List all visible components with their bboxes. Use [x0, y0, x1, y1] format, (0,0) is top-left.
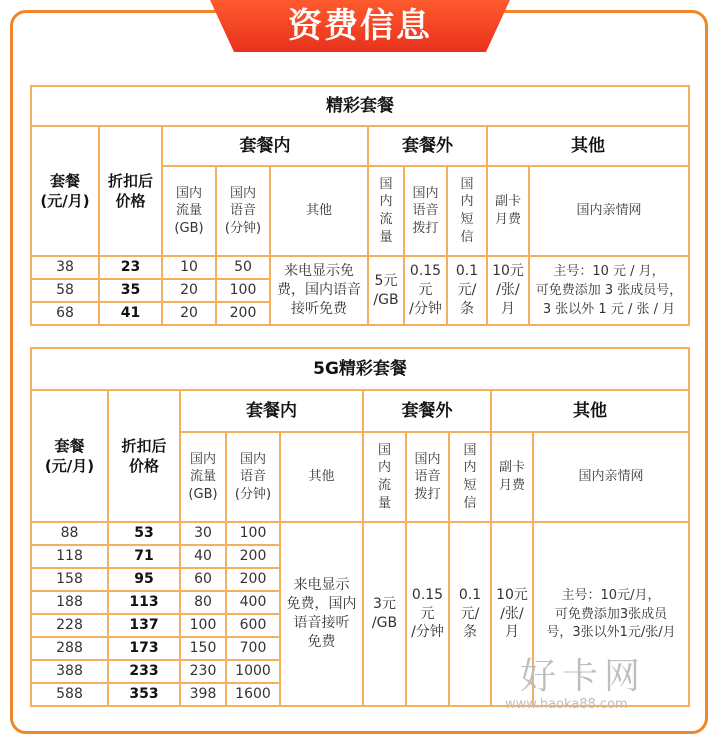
cell-vice-text: 10元 /张/ 月: [496, 586, 528, 641]
cell-data: 10: [162, 256, 216, 279]
cell-data: 20: [162, 279, 216, 302]
sub-other: 其他: [280, 432, 363, 522]
cell-price: 41: [99, 302, 162, 325]
cell-data: 30: [180, 522, 226, 545]
sub-out-sms: [447, 166, 487, 256]
group-in-plan: 套餐内: [162, 126, 368, 166]
header-price-text: 折扣后 价格: [107, 171, 153, 210]
cell-plan: 118: [31, 545, 108, 568]
group-in-plan: 套餐内: [180, 390, 363, 432]
sub-out-data: [368, 166, 404, 256]
sub-out-sms-text: 国 内 短 信: [463, 442, 477, 511]
plan-table-standard: [30, 85, 690, 326]
cell-out-call-text: 0.15 元 /分钟: [411, 586, 444, 641]
cell-data: 230: [180, 660, 226, 683]
cell-out-data: [363, 522, 406, 706]
group-other: 其他: [491, 390, 689, 432]
cell-family-text: 主号：10 元 / 月， 可免费添加 3 张成员号， 3 张以外 1 元 / 张 / 月: [535, 264, 683, 317]
cell-plan: 88: [31, 522, 108, 545]
cell-price: 233: [108, 660, 180, 683]
cell-out-call-text: 0.15 元 /分钟: [409, 263, 442, 317]
sub-family: 国内亲情网: [533, 432, 689, 522]
cell-price: 23: [99, 256, 162, 279]
cell-plan: 68: [31, 302, 99, 325]
cell-data: 20: [162, 302, 216, 325]
page-title: 资费信息: [288, 6, 432, 46]
header-plan: [31, 126, 99, 256]
header-price-text: 折扣后 价格: [121, 436, 167, 475]
cell-vice-text: 10元 /张/ 月: [492, 263, 524, 317]
watermark-brand: 好卡网: [520, 656, 647, 697]
sub-vice-text: 副卡 月费: [494, 194, 521, 227]
cell-plan: 228: [31, 614, 108, 637]
cell-voice: 700: [226, 637, 280, 660]
sub-voice-text: 国内 语音 (分钟): [224, 185, 262, 236]
sub-out-data: [363, 432, 406, 522]
sub-other: 其他: [270, 166, 368, 256]
sub-vice: [491, 432, 533, 522]
cell-voice: 200: [216, 302, 270, 325]
sub-out-call: [406, 432, 449, 522]
sub-out-sms: [449, 432, 491, 522]
cell-price: 95: [108, 568, 180, 591]
cell-vice: [487, 256, 529, 325]
header-plan-text: 套餐 (元/月): [44, 436, 95, 475]
cell-out-data-text: 5元 /GB: [373, 272, 399, 308]
cell-out-sms-text: 0.1 元/ 条: [455, 263, 479, 317]
cell-out-sms: [449, 522, 491, 706]
sub-voice: [226, 432, 280, 522]
cell-plan: 288: [31, 637, 108, 660]
cell-other: [270, 256, 368, 325]
cell-price: 35: [99, 279, 162, 302]
watermark-url: www.haoka88.com: [505, 697, 628, 712]
cell-out-data-text: 3元 /GB: [371, 596, 398, 631]
cell-data: 398: [180, 683, 226, 706]
cell-plan: 58: [31, 279, 99, 302]
sub-out-call-text: 国内 语音 拨打: [414, 451, 441, 502]
group-other: 其他: [487, 126, 689, 166]
cell-voice: 200: [226, 568, 280, 591]
sub-out-sms-text: 国 内 短 信: [460, 176, 474, 245]
table-title: 5G精彩套餐: [31, 348, 689, 390]
cell-price: 113: [108, 591, 180, 614]
sub-data-text: 国内 流量 (GB): [188, 451, 218, 502]
cell-voice: 1600: [226, 683, 280, 706]
cell-price: 137: [108, 614, 180, 637]
cell-out-sms: [447, 256, 487, 325]
cell-voice: 100: [226, 522, 280, 545]
cell-price: 353: [108, 683, 180, 706]
cell-price: 173: [108, 637, 180, 660]
sub-data-text: 国内 流量 (GB): [174, 185, 204, 236]
cell-other-text: 来电显示 免费，国内 语音接听 免费: [286, 577, 357, 650]
cell-price: 53: [108, 522, 180, 545]
cell-voice: 600: [226, 614, 280, 637]
sub-data: [180, 432, 226, 522]
sub-voice-text: 国内 语音 (分钟): [234, 451, 272, 502]
cell-voice: 1000: [226, 660, 280, 683]
cell-family-text: 主号：10元/月， 可免费添加3张成员 号，3张以外1元/张/月: [546, 587, 676, 641]
cell-plan: 588: [31, 683, 108, 706]
group-out-plan: 套餐外: [368, 126, 487, 166]
cell-voice: 200: [226, 545, 280, 568]
cell-voice: 50: [216, 256, 270, 279]
cell-data: 100: [180, 614, 226, 637]
cell-plan: 158: [31, 568, 108, 591]
sub-vice-text: 副卡 月费: [498, 460, 525, 493]
cell-plan: 38: [31, 256, 99, 279]
sub-family: 国内亲情网: [529, 166, 689, 256]
header-price: [108, 390, 180, 522]
sub-out-call-text: 国内 语音 拨打: [412, 185, 439, 236]
cell-out-data: [368, 256, 404, 325]
cell-other-text: 来电显示免 费，国内语音 接听免费: [277, 263, 361, 317]
cell-plan: 188: [31, 591, 108, 614]
cell-data: 60: [180, 568, 226, 591]
cell-voice: 400: [226, 591, 280, 614]
sub-voice: [216, 166, 270, 256]
sub-out-call: [404, 166, 447, 256]
sub-out-data-text: 国 内 流 量: [379, 176, 393, 245]
header-plan: [31, 390, 108, 522]
header-price: [99, 126, 162, 256]
cell-out-sms-text: 0.1 元/ 条: [458, 586, 482, 641]
cell-out-call: [406, 522, 449, 706]
header-plan-text: 套餐 (元/月): [40, 171, 90, 210]
sub-data: [162, 166, 216, 256]
cell-data: 150: [180, 637, 226, 660]
sub-vice: [487, 166, 529, 256]
cell-plan: 388: [31, 660, 108, 683]
table-title: 精彩套餐: [31, 86, 689, 126]
cell-other: [280, 522, 363, 706]
cell-voice: 100: [216, 279, 270, 302]
cell-out-call: [404, 256, 447, 325]
cell-data: 40: [180, 545, 226, 568]
sub-out-data-text: 国 内 流 量: [377, 442, 391, 511]
cell-family: [529, 256, 689, 325]
cell-data: 80: [180, 591, 226, 614]
cell-price: 71: [108, 545, 180, 568]
group-out-plan: 套餐外: [363, 390, 491, 432]
